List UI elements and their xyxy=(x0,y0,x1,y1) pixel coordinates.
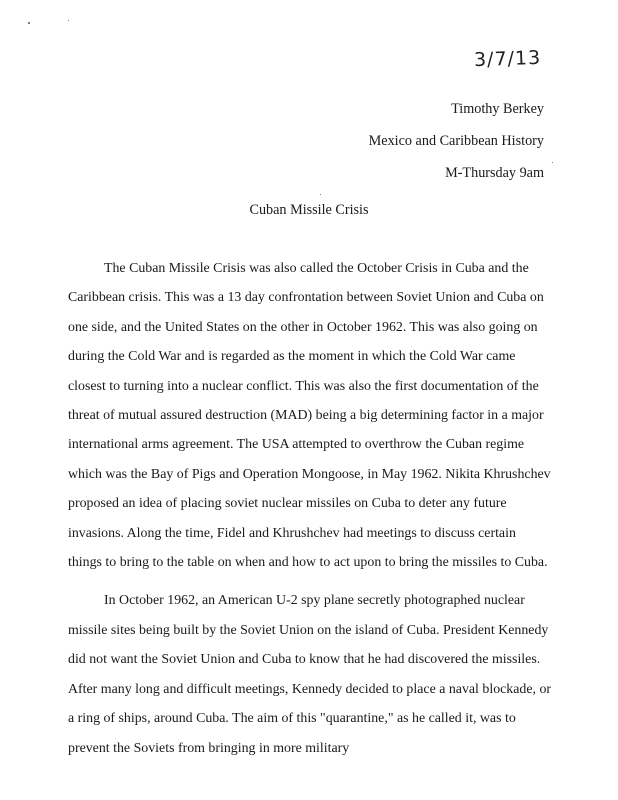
paragraph: In October 1962, an American U-2 spy plane secretly photographed nuclear missile sites being built by the Soviet Union on the island of Cuba. President Kennedy did not want the Soviet Union and Cuba to know that he had discovered the missiles. After many long and difficult meetings, Kennedy decided to place a naval blockade, or a ring of ships, around Cuba. The aim of this "quarantine," as he called it, was to prevent the Soviets from bringing in more military xyxy=(68,593,552,756)
scan-speck xyxy=(28,22,30,24)
course-name: Mexico and Caribbean History xyxy=(368,133,544,149)
scan-speck xyxy=(552,162,553,163)
header-block xyxy=(369,93,544,189)
document-title: Cuban Missile Crisis xyxy=(249,202,369,218)
scan-speck xyxy=(68,20,69,21)
paragraph: The Cuban Missile Crisis was also called the October Crisis in Cuba and the Caribbean crisis. This was a 13 day confrontation between Soviet Union and Cuba on one side, and the United States on the other in October 1962. This was also going on during the Cold War and is regarded as the moment in which the Cold War came closest to turning into a nuclear conflict. This was also the first documentation of the threat of mutual assured destruction (MAD) being a big determining factor in a major international arms agreement. The USA attempted to overthrow the Cuban regime which was the Bay of Pigs and Operation Mongoose, in May 1962. Nikita Khrushchev proposed an idea of placing soviet nuclear missiles on Cuba to deter any future invasions. Along the time, Fidel and Khrushchev had meetings to discuss certain things to bring to the table on when and how to act upon to bring the missiles to Cuba. xyxy=(68,261,551,571)
author-name: Timothy Berkey xyxy=(451,101,544,117)
document-body xyxy=(68,254,552,763)
scan-speck xyxy=(320,194,321,195)
class-time: M-Thursday 9am xyxy=(445,165,544,181)
handwritten-date: 3/7/13 xyxy=(473,46,542,72)
